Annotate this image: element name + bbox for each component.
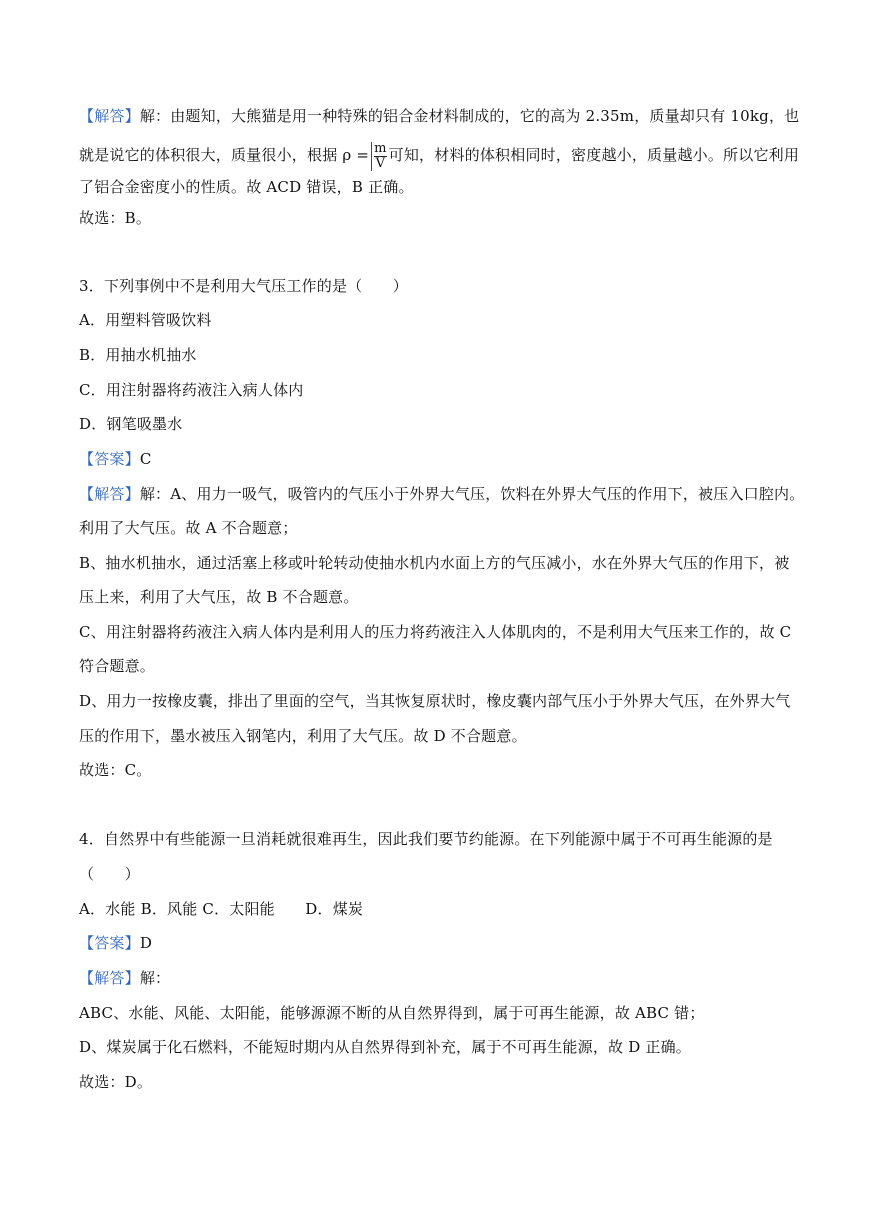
q3-option-b: B．用抽水机抽水: [79, 346, 197, 364]
q4-choose: 故选：D。: [79, 1073, 153, 1091]
q3-explain-line-5: C、用注射器将药液注入病人体内是利用人的压力将药液注入人体肌肉的，不是利用大气压来工作的，故 C: [79, 623, 792, 641]
q2-explain-text-1: 解：由题知，大熊猫是用一种特殊的铝合金材料制成的，它的高为 2.35m，质量却只有 10kg，也: [139, 107, 800, 125]
q2-explain-line-1: [79, 106, 799, 126]
q3-explain-line-1: [79, 484, 805, 504]
q3-explain-line-4: 压上来，利用了大气压，故 B 不合题意。: [79, 588, 359, 606]
q3-answer: C: [139, 450, 152, 468]
q3-option-d: D．钢笔吸墨水: [79, 415, 183, 433]
fraction-denominator: V: [375, 155, 386, 171]
q3-explain-line-3: B、抽水机抽水，通过活塞上移或叶轮转动使抽水机内水面上方的气压减小，水在外界大气压的作用下，被: [79, 554, 790, 572]
q2-choose: 故选：B。: [79, 209, 152, 227]
q4-explain-head: 解：: [139, 969, 171, 987]
q3-choose: 故选：C。: [79, 761, 152, 779]
q3-explain-line-2: 利用了大气压。故 A 不合题意；: [79, 519, 298, 537]
q2-explain-line-3: 了铝合金密度小的性质。故 ACD 错误，B 正确。: [79, 178, 414, 196]
q4-answer-line: [79, 933, 799, 953]
q2-explain-text-2b: 可知，材料的体积相同时，密度越小，质量越小。所以它利用: [388, 146, 800, 164]
q4-explain-line-2: ABC、水能、风能、太阳能，能够源源不断的从自然界得到，属于可再生能源，故 ABC 错；: [79, 1004, 705, 1022]
q4-stem-line-2: （ ）: [79, 865, 140, 883]
q3-explain-line-6: 符合题意。: [79, 657, 156, 675]
explain-tag: 【解答】: [79, 107, 140, 125]
q4-explain-line-3: D、煤炭属于化石燃料，不能短时期内从自然界得到补充，属于不可再生能源，故 D 正确。: [79, 1038, 691, 1056]
answer-tag: 【答案】: [79, 934, 140, 952]
q4-options: A．水能 B．风能 C．太阳能 D．煤炭: [79, 900, 364, 918]
explain-tag: 【解答】: [79, 485, 140, 503]
answer-tag: 【答案】: [79, 450, 140, 468]
q4-explain-line-1: [79, 968, 799, 988]
q3-explain-line-7: D、用力一按橡皮囊，排出了里面的空气，当其恢复原状时，橡皮囊内部气压小于外界大气压，在外界大气: [79, 692, 791, 710]
q3-stem: 3．下列事例中不是利用大气压工作的是（ ）: [79, 277, 408, 295]
q3-explain-text-1: 解：A、用力一吸气，吸管内的气压小于外界大气压，饮料在外界大气压的作用下，被压入口腔内。: [139, 485, 805, 503]
q2-explain-text-2a: 就是说它的体积很大，质量很小，根据 ρ =: [79, 146, 370, 164]
q3-answer-line: [79, 449, 799, 469]
q3-option-c: C．用注射器将药液注入病人体内: [79, 381, 304, 399]
explain-tag: 【解答】: [79, 969, 140, 987]
q3-explain-line-8: 压的作用下，墨水被压入钢笔内，利用了大气压。故 D 不合题意。: [79, 727, 527, 745]
q4-stem-line-1: 4．自然界中有些能源一旦消耗就很难再生，因此我们要节约能源。在下列能源中属于不可再生能源的是: [79, 830, 773, 848]
q3-option-a: A．用塑料管吸饮料: [79, 311, 212, 329]
fraction-numerator: m: [374, 140, 387, 156]
density-fraction: [371, 142, 387, 171]
q2-explain-line-2: [79, 140, 799, 170]
q4-answer: D: [139, 934, 153, 952]
